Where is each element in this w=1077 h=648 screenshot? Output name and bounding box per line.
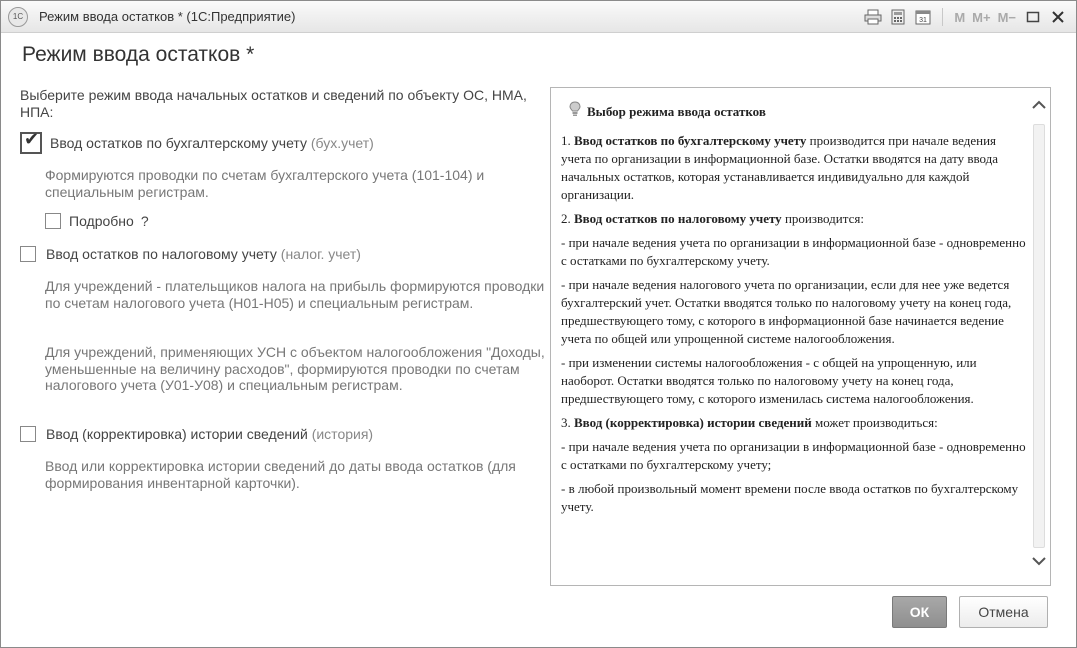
help-s1-bold: Ввод остатков по бухгалтерскому учету	[574, 133, 807, 148]
help-s3-item-2: - в любой произвольный момент времени после ввода остатков по бухгалтерскому учету.	[561, 481, 1019, 514]
tax-label-text[interactable]: Ввод остатков по налоговому учету	[46, 246, 277, 262]
toolbar-separator	[942, 8, 943, 26]
tax-hint: (налог. учет)	[280, 246, 361, 262]
buh-hint: (бух.учет)	[310, 134, 374, 151]
help-s2-text: производится:	[781, 211, 864, 226]
title-bar	[1, 1, 1076, 33]
help-title-text: Выбор режима ввода остатков	[587, 103, 766, 119]
help-s3-bold: Ввод (корректировка) истории сведений	[574, 415, 812, 430]
memory-button-m[interactable]: M	[954, 9, 966, 25]
page-title: Режим ввода остатков *	[22, 43, 255, 66]
memory-button-m-plus[interactable]: M+	[972, 9, 991, 25]
buh-description: Формируются проводки по счетам бухгалтерского учета (101-104) и специальным регистрам.	[45, 167, 485, 200]
help-title	[561, 101, 1026, 122]
close-button[interactable]	[1047, 7, 1068, 27]
history-hint: (история)	[311, 426, 374, 442]
title-bar-toolbar	[862, 6, 1068, 28]
help-s1-num: 1.	[561, 133, 574, 148]
help-section-3	[561, 414, 1026, 432]
help-s3-text: может производиться:	[811, 415, 938, 430]
help-s2-num: 2.	[561, 211, 574, 226]
maximize-button[interactable]	[1022, 7, 1043, 27]
option-history[interactable]	[20, 426, 373, 443]
help-section-1	[561, 132, 1026, 204]
help-panel[interactable]	[550, 87, 1051, 586]
help-s3-item-1: - при начале ведения учета по организации в информационной базе - одновременно с остатками по бухгалтерскому учету;	[561, 439, 1026, 472]
scroll-down-chevron-icon[interactable]	[1031, 553, 1047, 569]
tax-label[interactable]	[46, 246, 361, 263]
lightbulb-icon	[569, 101, 581, 122]
app-logo-icon[interactable]: 1С	[8, 7, 28, 27]
option-tax[interactable]	[20, 246, 361, 263]
mode-options-panel	[20, 87, 545, 491]
detail-checkbox[interactable]	[45, 213, 61, 229]
buh-label[interactable]	[50, 135, 374, 152]
calculator-icon[interactable]	[887, 7, 908, 27]
help-scrollbar[interactable]	[1028, 88, 1050, 585]
help-s1-text: производится при начале ведения учета по организации в информационной базе. Остатки вводятся на дату ввода начальных остатков, которая устанавливается индивидуально для каждой организации.	[561, 133, 999, 202]
buh-checkbox[interactable]	[20, 132, 42, 154]
scrollbar-thumb[interactable]	[1033, 124, 1045, 548]
help-s2-item-2: - при начале ведения налогового учета по организации, если для нее уже ведется бухгалтерский учет. Остатки вводятся только по налоговому учету на конец года, предшествующего тому, с которого в информационной базе начинается ведение учета по общей или упрощенной системе налогообложения.	[561, 277, 1012, 346]
ok-button[interactable]: ОК	[892, 596, 947, 628]
tax-description-1: Для учреждений - плательщиков налога на прибыль формируются проводки по счетам налогового учета (Н01-Н05) и специальным регистрам.	[45, 278, 545, 311]
option-buh[interactable]	[20, 132, 374, 154]
tax-description-2: Для учреждений, применяющих УСН с объектом налогообложения "Доходы, уменьшенные на величину расходов", формируются проводки по счетам налогового учета (У01-У08) и специальным регистрам.	[45, 344, 545, 393]
scroll-up-chevron-icon[interactable]	[1031, 97, 1047, 113]
print-icon[interactable]	[862, 7, 883, 27]
history-description: Ввод или корректировка истории сведений до даты ввода остатков (для формирования инвентарной карточки).	[45, 458, 516, 491]
help-s3-num: 3.	[561, 415, 574, 430]
tax-checkbox[interactable]	[20, 246, 36, 262]
help-content	[561, 101, 1026, 522]
help-s2-bold: Ввод остатков по налоговому учету	[574, 211, 782, 226]
detail-help-icon[interactable]: ?	[140, 213, 149, 229]
detail-label[interactable]: Подробно	[69, 213, 134, 229]
memory-buttons	[952, 10, 1018, 25]
window-title: Режим ввода остатков * (1С:Предприятие)	[39, 9, 296, 24]
calendar-icon[interactable]	[912, 7, 933, 27]
intro-text: Выберите режим ввода начальных остатков и сведений по объекту ОС, НМА, НПА:	[20, 87, 527, 120]
calendar-day: 31	[918, 17, 927, 24]
buh-label-text[interactable]: Ввод остатков по бухгалтерскому учету	[50, 134, 307, 151]
help-s2-item-1: - при начале ведения учета по организации в информационной базе - одновременно с остатками по бухгалтерскому учету.	[561, 235, 1026, 268]
history-checkbox[interactable]	[20, 426, 36, 442]
help-section-2	[561, 210, 1026, 228]
option-detail[interactable]	[45, 213, 149, 230]
cancel-button[interactable]: Отмена	[959, 596, 1048, 628]
help-s2-item-3: - при изменении системы налогообложения - с общей на упрощенную, или наоборот. Остатки вводятся только по налоговому учету на конец года, предшествующего тому, с которого изменилась система налогообложения.	[561, 355, 977, 406]
history-label[interactable]	[46, 426, 373, 443]
history-label-text[interactable]: Ввод (корректировка) истории сведений	[46, 426, 308, 442]
memory-button-m-minus[interactable]: M−	[997, 9, 1016, 25]
